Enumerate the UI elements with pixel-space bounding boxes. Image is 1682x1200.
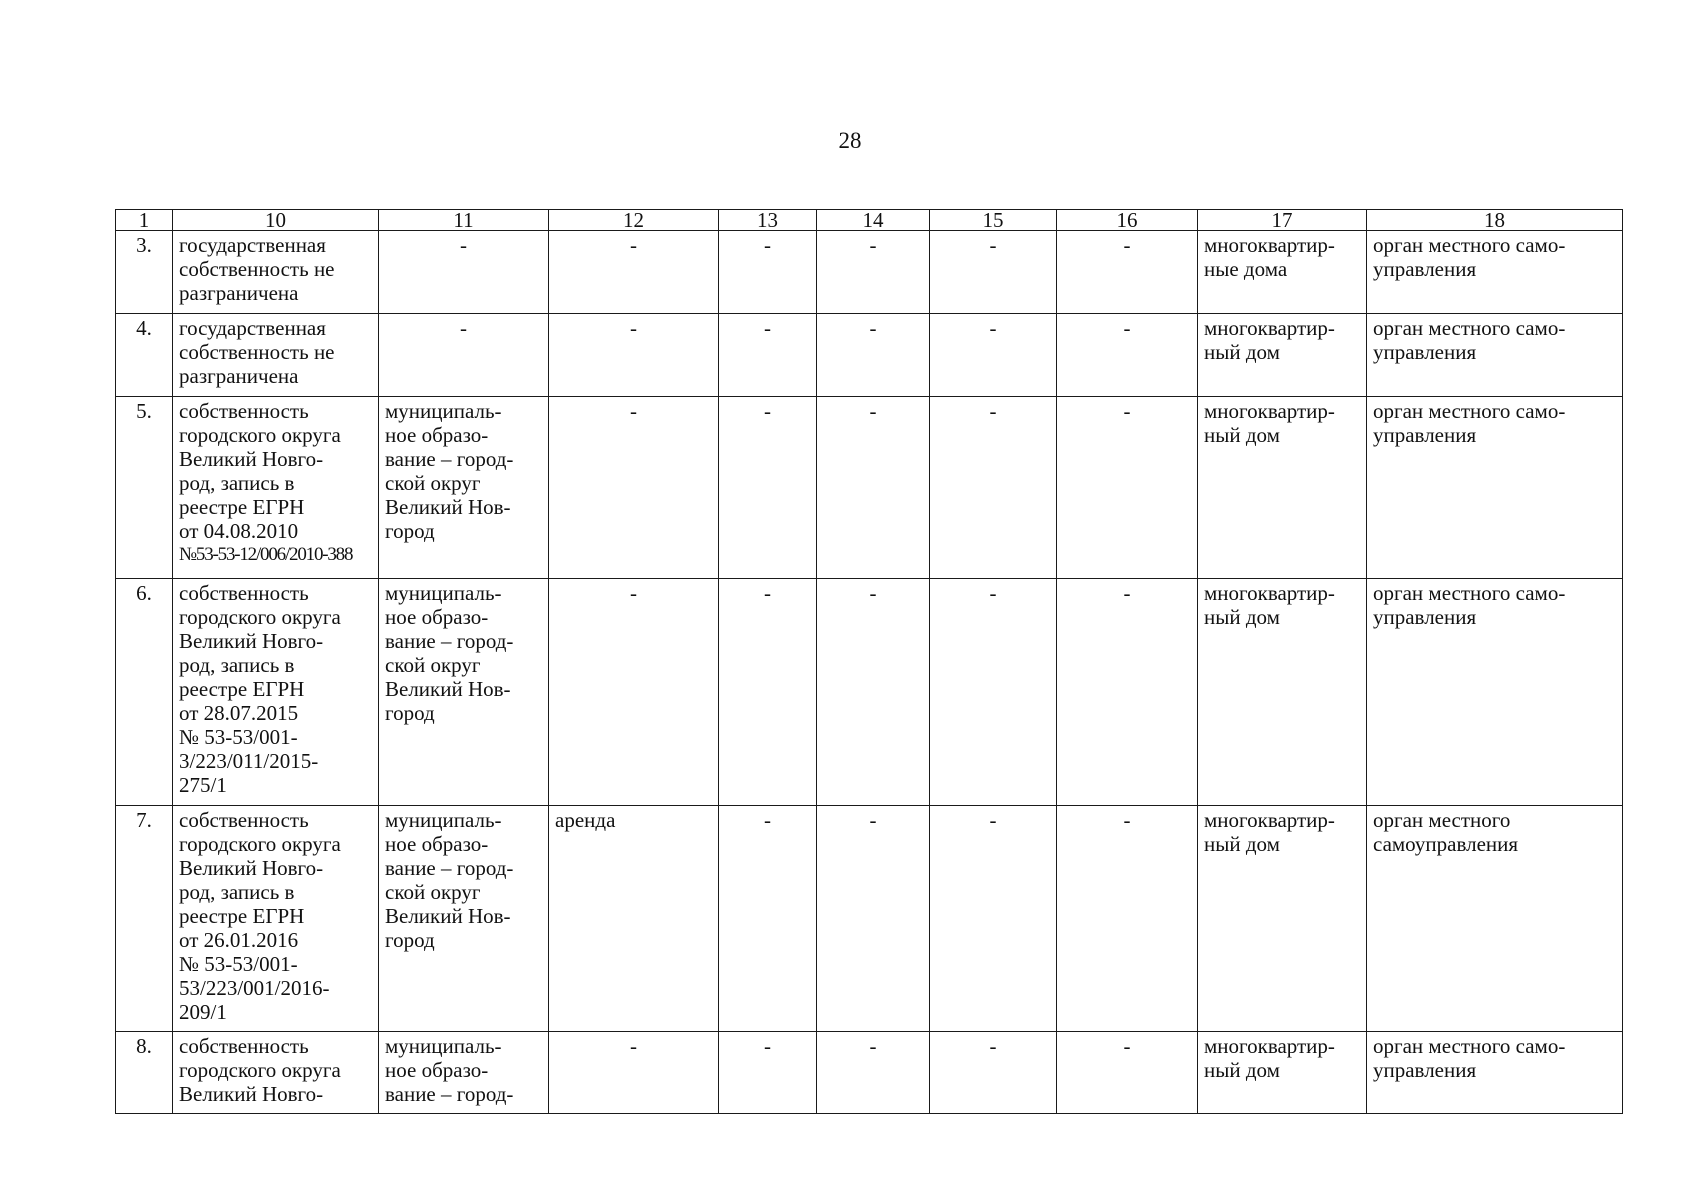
row-number: 4. xyxy=(116,314,173,397)
cell-col-15: - xyxy=(930,314,1057,397)
cell-col-18: орган местного само- управления xyxy=(1367,1032,1623,1114)
cell-col-17: многоквартир- ный дом xyxy=(1198,806,1367,1032)
table-row xyxy=(116,806,1623,1032)
cell-col-17: многоквартир- ный дом xyxy=(1198,1032,1367,1114)
cell-col-13: - xyxy=(719,314,817,397)
cell-col-15: - xyxy=(930,1032,1057,1114)
column-header: 10 xyxy=(173,210,379,231)
cell-col-18: орган местного само- управления xyxy=(1367,579,1623,806)
cell-col-11: - xyxy=(379,231,549,314)
cell-col-11: муниципаль- ное образо- вание – город- ской округ Великий Нов- город xyxy=(379,579,549,806)
cell-col-13: - xyxy=(719,806,817,1032)
cell-col-14: - xyxy=(817,314,930,397)
cell-col-17: многоквартир- ный дом xyxy=(1198,314,1367,397)
row-number: 6. xyxy=(116,579,173,806)
cell-col-11: муниципаль- ное образо- вание – город- ской округ Великий Нов- город xyxy=(379,806,549,1032)
cell-col-13: - xyxy=(719,397,817,579)
cell-col-16: - xyxy=(1057,579,1198,806)
column-header: 12 xyxy=(549,210,719,231)
cell-col-15: - xyxy=(930,806,1057,1032)
column-header: 15 xyxy=(930,210,1057,231)
cell-col-11: - xyxy=(379,314,549,397)
cell-col-16: - xyxy=(1057,806,1198,1032)
registry-table xyxy=(115,209,1623,1114)
registry-record-number: №53-53-12/006/2010-388 xyxy=(179,544,353,565)
cell-col-13: - xyxy=(719,231,817,314)
column-header: 11 xyxy=(379,210,549,231)
ownership-cell: собственность городского округа Великий Новго- xyxy=(173,1032,379,1114)
row-number: 5. xyxy=(116,397,173,579)
cell-col-11: муниципаль- ное образо- вание – город- xyxy=(379,1032,549,1114)
cell-col-14: - xyxy=(817,579,930,806)
cell-col-16: - xyxy=(1057,314,1198,397)
ownership-cell: государственная собственность не разграничена xyxy=(173,231,379,314)
table-row xyxy=(116,1032,1623,1114)
cell-col-18: орган местного само- управления xyxy=(1367,231,1623,314)
table-row xyxy=(116,314,1623,397)
cell-col-16: - xyxy=(1057,397,1198,579)
cell-col-12: - xyxy=(549,397,719,579)
column-header: 14 xyxy=(817,210,930,231)
ownership-cell: государственная собственность не разграничена xyxy=(173,314,379,397)
cell-col-12: аренда xyxy=(549,806,719,1032)
cell-col-12: - xyxy=(549,231,719,314)
cell-col-12: - xyxy=(549,1032,719,1114)
ownership-cell: собственность городского округа Великий Новго- род, запись в реестре ЕГРН от 28.07.2015 № 53-53/001- 3/223/011/2015- 275/1 xyxy=(173,579,379,806)
cell-col-16: - xyxy=(1057,1032,1198,1114)
cell-col-18: орган местного само- управления xyxy=(1367,314,1623,397)
cell-col-14: - xyxy=(817,806,930,1032)
column-header: 18 xyxy=(1367,210,1623,231)
cell-col-16: - xyxy=(1057,231,1198,314)
ownership-cell: собственность городского округа Великий Новго- род, запись в реестре ЕГРН от 26.01.2016 № 53-53/001- 53/223/001/2016- 209/1 xyxy=(173,806,379,1032)
column-header: 13 xyxy=(719,210,817,231)
cell-col-15: - xyxy=(930,397,1057,579)
table-row xyxy=(116,397,1623,579)
row-number: 3. xyxy=(116,231,173,314)
column-header: 16 xyxy=(1057,210,1198,231)
column-header: 1 xyxy=(116,210,173,231)
table-row xyxy=(116,231,1623,314)
table-row xyxy=(116,579,1623,806)
cell-col-17: многоквартир- ные дома xyxy=(1198,231,1367,314)
header-row xyxy=(116,210,1623,231)
column-header: 17 xyxy=(1198,210,1367,231)
cell-col-14: - xyxy=(817,397,930,579)
cell-col-18: орган местного само- управления xyxy=(1367,397,1623,579)
cell-col-17: многоквартир- ный дом xyxy=(1198,397,1367,579)
cell-col-13: - xyxy=(719,579,817,806)
cell-col-17: многоквартир- ный дом xyxy=(1198,579,1367,806)
cell-col-18: орган местного самоуправления xyxy=(1367,806,1623,1032)
row-number: 8. xyxy=(116,1032,173,1114)
cell-col-12: - xyxy=(549,314,719,397)
cell-col-15: - xyxy=(930,579,1057,806)
cell-col-14: - xyxy=(817,1032,930,1114)
cell-col-11: муниципаль- ное образо- вание – город- ской округ Великий Нов- город xyxy=(379,397,549,579)
cell-col-12: - xyxy=(549,579,719,806)
cell-col-13: - xyxy=(719,1032,817,1114)
cell-col-15: - xyxy=(930,231,1057,314)
cell-col-14: - xyxy=(817,231,930,314)
page-number: 28 xyxy=(838,128,862,153)
row-number: 7. xyxy=(116,806,173,1032)
ownership-cell: собственность городского округа Великий Новго- род, запись в реестре ЕГРН от 04.08.2010 №53-53-12/006/2010-388 xyxy=(173,397,379,579)
